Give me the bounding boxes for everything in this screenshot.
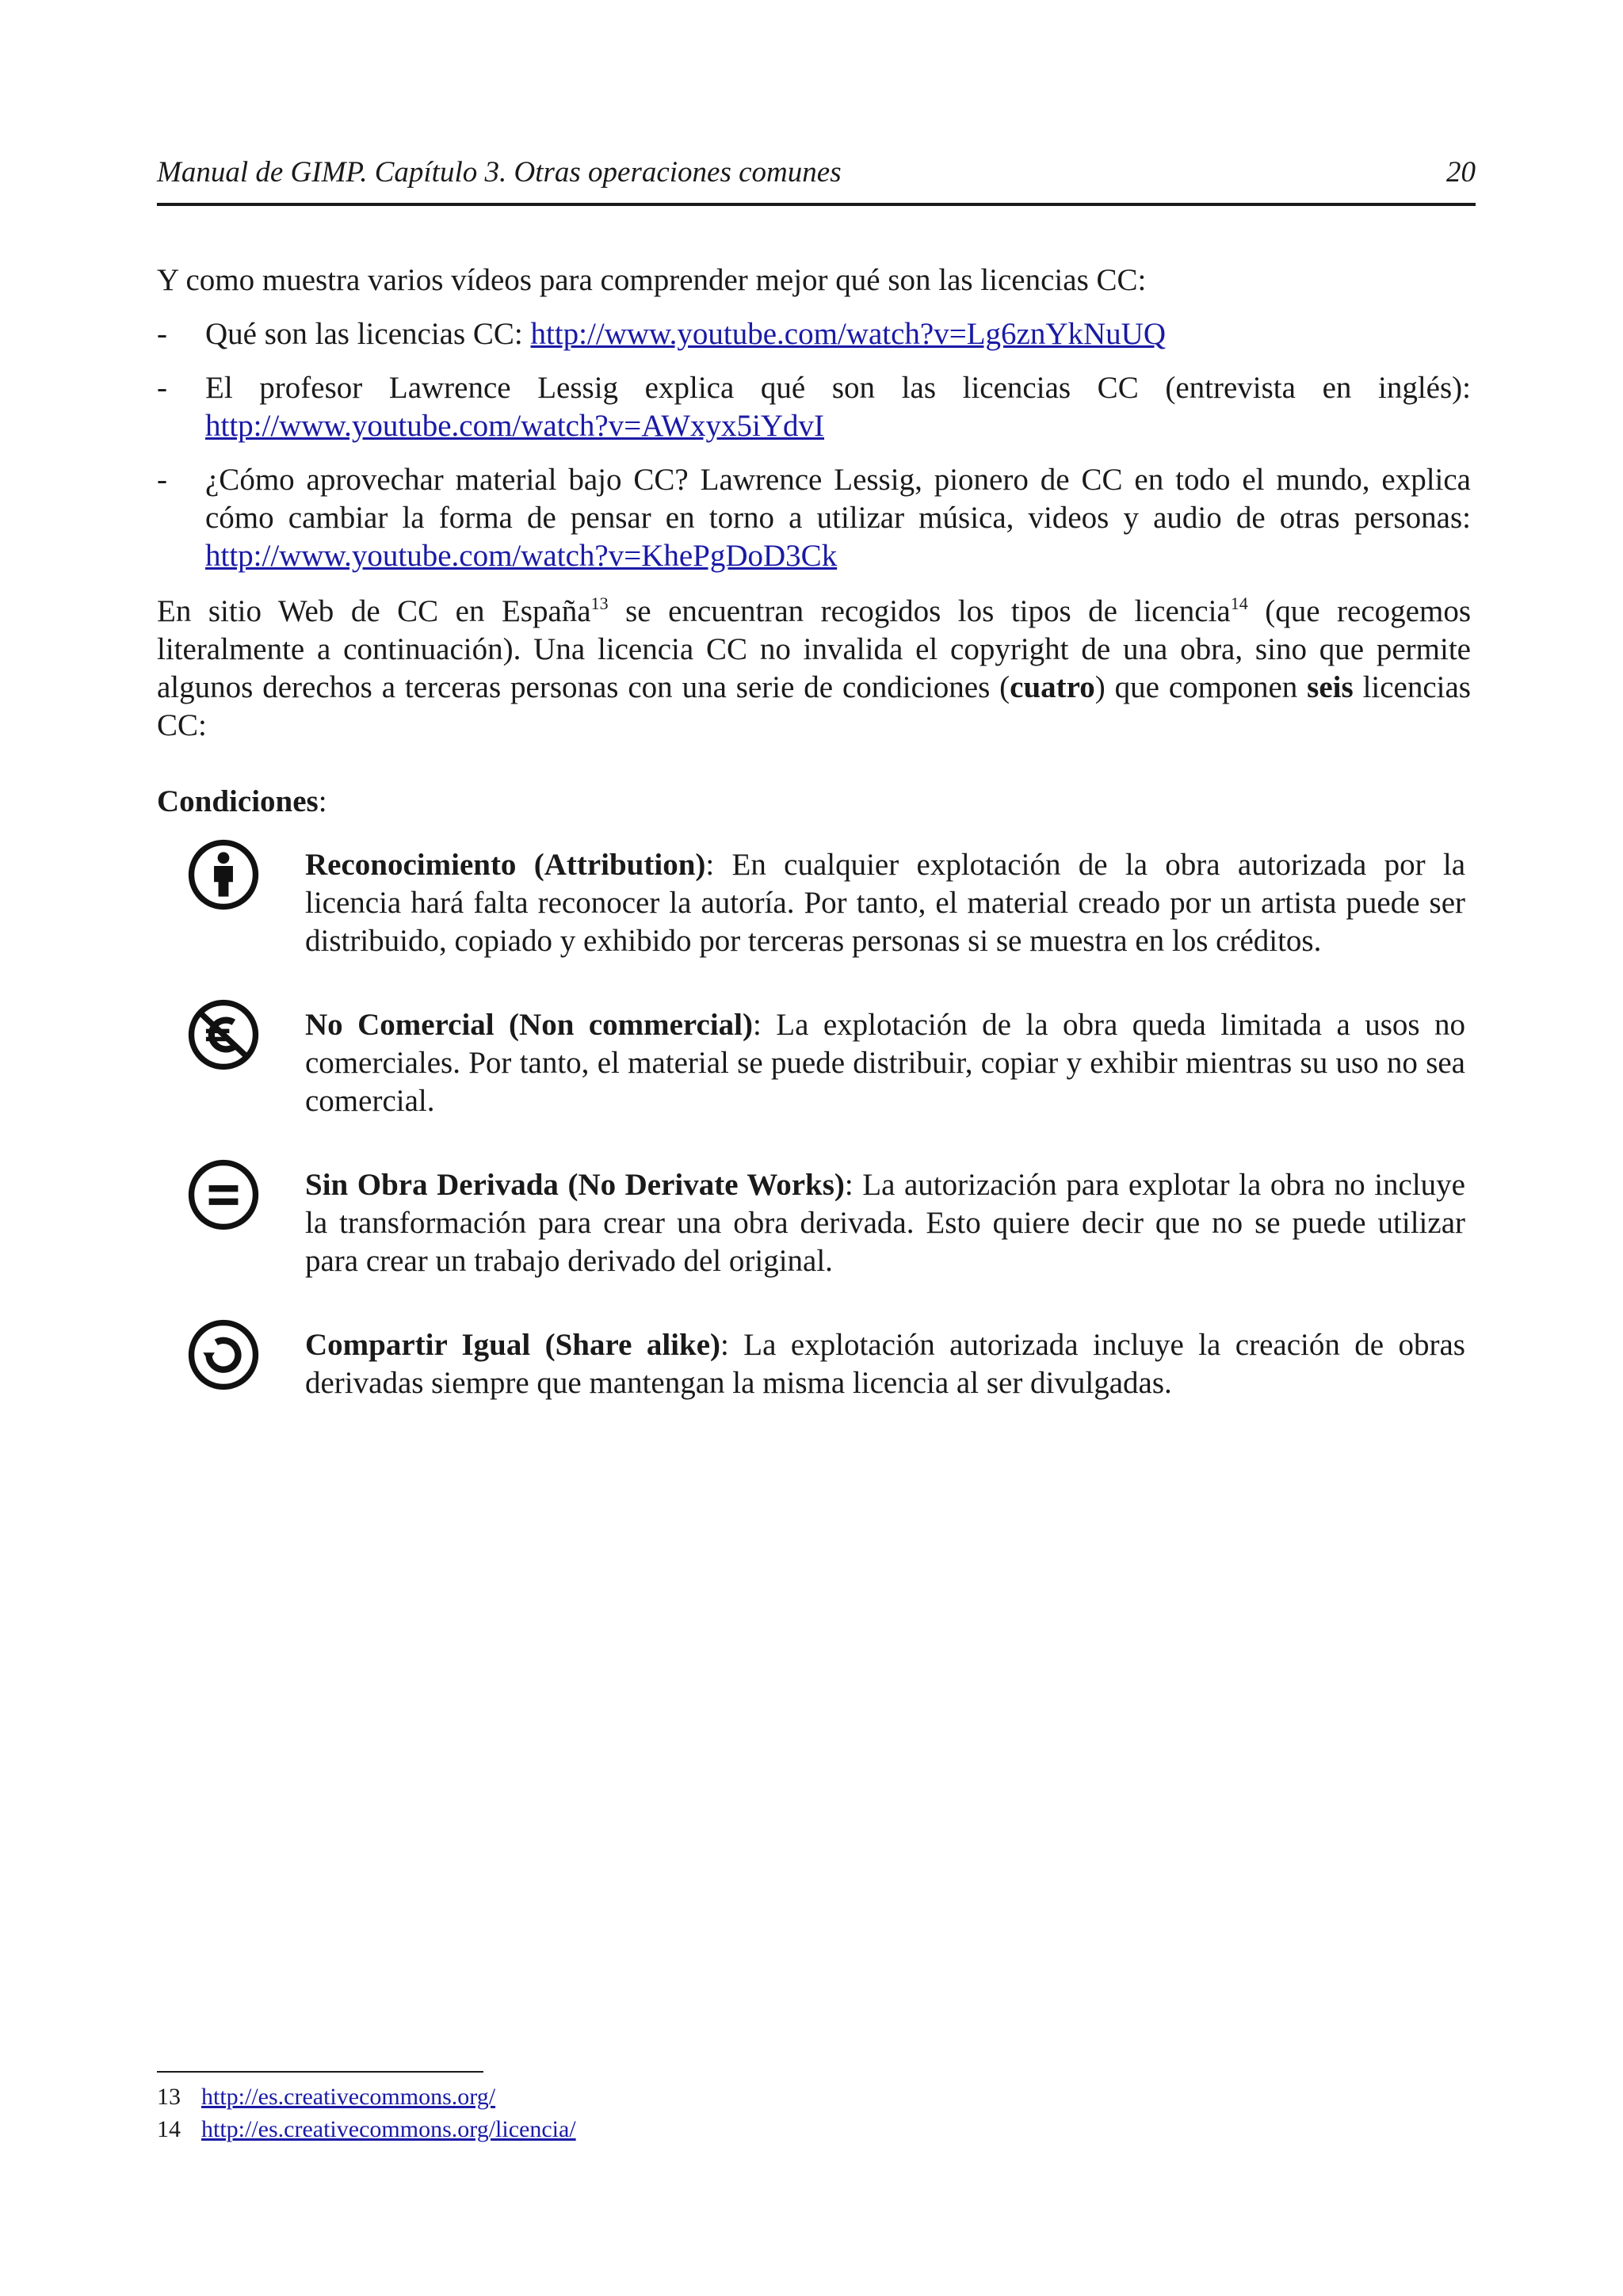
- text-span: ) que componen: [1094, 670, 1308, 704]
- condition-title: Sin Obra Derivada (No Derivate Works): [305, 1168, 845, 1202]
- footnotes: [157, 2081, 576, 2145]
- share-alike-icon: [187, 1318, 260, 1391]
- footnote: [157, 2081, 576, 2113]
- text-span: (que recogemos literalmente a continuación). Una licencia CC no invalida el copyright de una obra, sino que permite algunos derechos a terceras personas con una serie de condiciones (: [157, 594, 1471, 704]
- footnote-separator: [157, 2071, 483, 2073]
- page-header: [157, 155, 1476, 206]
- condition-description: : La explotación autorizada incluye la creación de obras derivadas siempre que mantengan la misma licencia al ser divulgadas.: [305, 1328, 1465, 1400]
- text-span: se encuentran recogidos los tipos de licencia: [608, 594, 1231, 628]
- condition-no-derivatives: [157, 1166, 1471, 1280]
- footnote-ref[interactable]: 14: [1230, 593, 1248, 613]
- list-item-text: Qué son las licencias CC:: [205, 317, 531, 351]
- list-bullet: -: [157, 371, 167, 405]
- condition-title: Reconocimiento (Attribution): [305, 848, 706, 882]
- video-list: [157, 315, 1471, 575]
- text-span: En sitio Web de CC en España: [157, 594, 591, 628]
- list-item: [157, 315, 1471, 353]
- heading-colon: :: [318, 784, 327, 818]
- condition-non-commercial: [157, 1006, 1471, 1120]
- license-paragraph: [157, 593, 1471, 745]
- attribution-icon: [187, 838, 260, 911]
- condition-title: Compartir Igual (Share alike): [305, 1328, 720, 1362]
- list-bullet: -: [157, 463, 167, 497]
- condition-description: : En cualquier explotación de la obra autorizada por la licencia hará falta reconocer la autoría. Por tanto, el material creado por un artista puede ser distribuido, copiado y exhibido por terceras personas si se muestra en los créditos.: [305, 848, 1466, 958]
- footnote-number: 14: [157, 2116, 181, 2142]
- list-item-text: El profesor Lawrence Lessig explica qué son las licencias CC (entrevista en inglés):: [205, 371, 1471, 405]
- video-link[interactable]: http://www.youtube.com/watch?v=AWxyx5iYdvI: [205, 409, 825, 443]
- condition-text: [305, 846, 1465, 960]
- non-commercial-icon: [187, 998, 260, 1071]
- condition-description: : La autorización para explotar la obra no incluye la transformación para crear una obra derivada. Esto quiere decir que no se puede utilizar para crear un trabajo derivado del original.: [305, 1168, 1465, 1278]
- page-number: 20: [1446, 156, 1476, 189]
- condition-description: : La explotación de la obra queda limitada a usos no comerciales. Por tanto, el material se puede distribuir, copiar y exhibir mientras su uso no sea comercial.: [305, 1008, 1465, 1118]
- footnote-ref[interactable]: 13: [590, 593, 609, 613]
- condition-text: [305, 1326, 1465, 1402]
- footnote-link[interactable]: http://es.creativecommons.org/: [201, 2084, 496, 2110]
- condition-share-alike: [157, 1326, 1471, 1402]
- bold-count: cuatro: [1010, 670, 1095, 704]
- video-link[interactable]: http://www.youtube.com/watch?v=KhePgDoD3Ck: [205, 539, 838, 573]
- intro-paragraph: Y como muestra varios vídeos para comprender mejor qué son las licencias CC:: [157, 263, 1147, 297]
- video-link[interactable]: http://www.youtube.com/watch?v=Lg6znYkNuUQ: [530, 317, 1166, 351]
- list-bullet: -: [157, 317, 167, 351]
- condition-title: No Comercial (Non commercial): [305, 1008, 753, 1042]
- list-item-text: ¿Cómo aprovechar material bajo CC? Lawrence Lessig, pionero de CC en todo el mundo, explica cómo cambiar la forma de pensar en torno a utilizar música, videos y audio de otras personas:: [205, 463, 1471, 535]
- footnote-link[interactable]: http://es.creativecommons.org/licencia/: [201, 2116, 576, 2142]
- conditions-heading: [157, 783, 1471, 821]
- header-title: Manual de GIMP. Capítulo 3. Otras operaciones comunes: [157, 156, 842, 189]
- no-derivatives-icon: [187, 1158, 260, 1231]
- condition-text: [305, 1166, 1465, 1280]
- footnote: [157, 2113, 576, 2145]
- list-item: [157, 461, 1471, 575]
- bold-count: seis: [1307, 670, 1354, 704]
- heading-bold: Condiciones: [157, 784, 319, 818]
- text-span: licencias CC:: [157, 670, 1471, 742]
- condition-attribution: [157, 846, 1471, 960]
- list-item: [157, 369, 1471, 445]
- footnote-number: 13: [157, 2084, 181, 2110]
- condition-text: [305, 1006, 1465, 1120]
- page-body: [157, 261, 1471, 1448]
